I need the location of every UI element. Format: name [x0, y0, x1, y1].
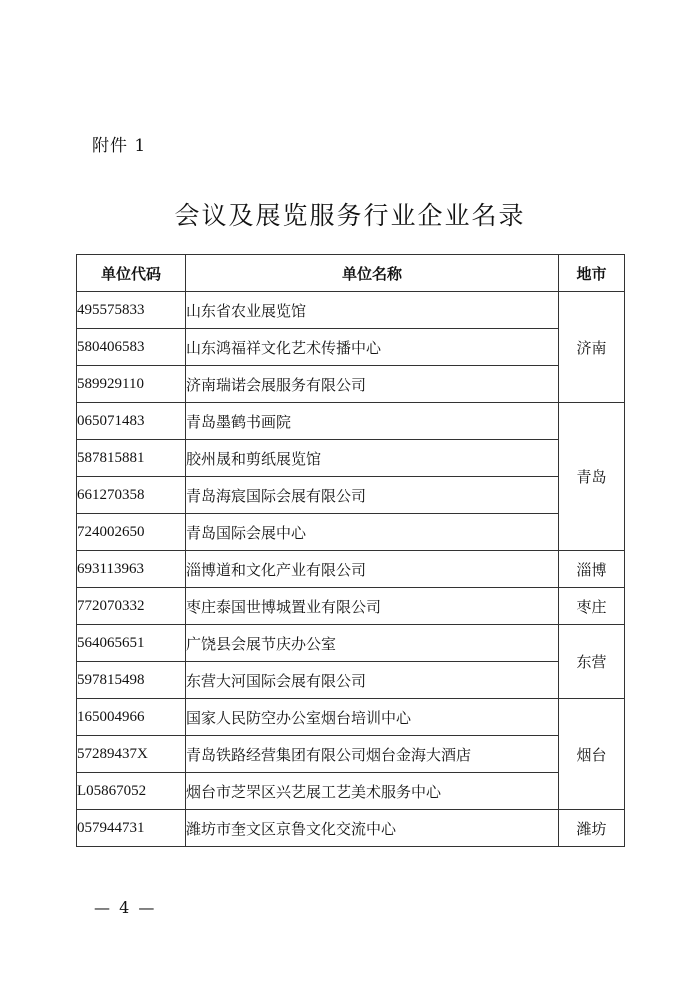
unit-name-cell: 淄博道和文化产业有限公司	[186, 551, 559, 588]
unit-name-cell: 胶州晟和剪纸展览馆	[186, 440, 559, 477]
table-row	[77, 514, 625, 551]
unit-name-cell: 青岛墨鹤书画院	[186, 403, 559, 440]
unit-code-cell: 587815881	[77, 440, 186, 477]
unit-code-cell: 057944731	[77, 810, 186, 847]
attachment-label: 附件 1	[92, 136, 147, 156]
table-row	[77, 810, 625, 847]
unit-code-cell: 564065651	[77, 625, 186, 662]
city-cell: 枣庄	[559, 588, 625, 625]
city-cell: 潍坊	[559, 810, 625, 847]
table-row	[77, 773, 625, 810]
unit-code-cell: 57289437X	[77, 736, 186, 773]
unit-name-cell: 青岛海宸国际会展有限公司	[186, 477, 559, 514]
table-row	[77, 736, 625, 773]
unit-code-cell: 589929110	[77, 366, 186, 403]
unit-code-cell: 661270358	[77, 477, 186, 514]
unit-code-cell: 772070332	[77, 588, 186, 625]
unit-name-cell: 山东省农业展览馆	[186, 292, 559, 329]
page-number: — 4 —	[94, 898, 157, 917]
table-row	[77, 551, 625, 588]
table-row	[77, 588, 625, 625]
unit-name-cell: 济南瑞诺会展服务有限公司	[186, 366, 559, 403]
table-row	[77, 699, 625, 736]
unit-name-cell: 烟台市芝罘区兴艺展工艺美术服务中心	[186, 773, 559, 810]
table-row	[77, 625, 625, 662]
unit-name-cell: 枣庄泰国世博城置业有限公司	[186, 588, 559, 625]
unit-name-cell: 国家人民防空办公室烟台培训中心	[186, 699, 559, 736]
unit-name-cell: 山东鸿福祥文化艺术传播中心	[186, 329, 559, 366]
unit-name-cell: 青岛国际会展中心	[186, 514, 559, 551]
unit-code-cell: L05867052	[77, 773, 186, 810]
table-row	[77, 366, 625, 403]
unit-code-cell: 597815498	[77, 662, 186, 699]
header-city: 地市	[559, 255, 625, 292]
unit-code-cell: 065071483	[77, 403, 186, 440]
unit-name-cell: 潍坊市奎文区京鲁文化交流中心	[186, 810, 559, 847]
header-row	[77, 255, 625, 292]
city-cell: 烟台	[559, 699, 625, 810]
header-unit-code: 单位代码	[77, 255, 186, 292]
header-unit-name: 单位名称	[186, 255, 559, 292]
city-cell: 济南	[559, 292, 625, 403]
table-header	[77, 255, 625, 292]
unit-name-cell: 青岛铁路经营集团有限公司烟台金海大酒店	[186, 736, 559, 773]
document-title: 会议及展览服务行业企业名录	[174, 201, 526, 230]
enterprise-roster-table	[76, 254, 625, 847]
table-row	[77, 477, 625, 514]
unit-name-cell: 东营大河国际会展有限公司	[186, 662, 559, 699]
unit-code-cell: 693113963	[77, 551, 186, 588]
table-row	[77, 292, 625, 329]
city-cell: 淄博	[559, 551, 625, 588]
city-cell: 青岛	[559, 403, 625, 551]
table-row	[77, 329, 625, 366]
unit-code-cell: 165004966	[77, 699, 186, 736]
table-body	[77, 292, 625, 847]
table-row	[77, 440, 625, 477]
unit-code-cell: 724002650	[77, 514, 186, 551]
city-cell: 东营	[559, 625, 625, 699]
table-row	[77, 662, 625, 699]
unit-code-cell: 580406583	[77, 329, 186, 366]
unit-name-cell: 广饶县会展节庆办公室	[186, 625, 559, 662]
table-row	[77, 403, 625, 440]
unit-code-cell: 495575833	[77, 292, 186, 329]
